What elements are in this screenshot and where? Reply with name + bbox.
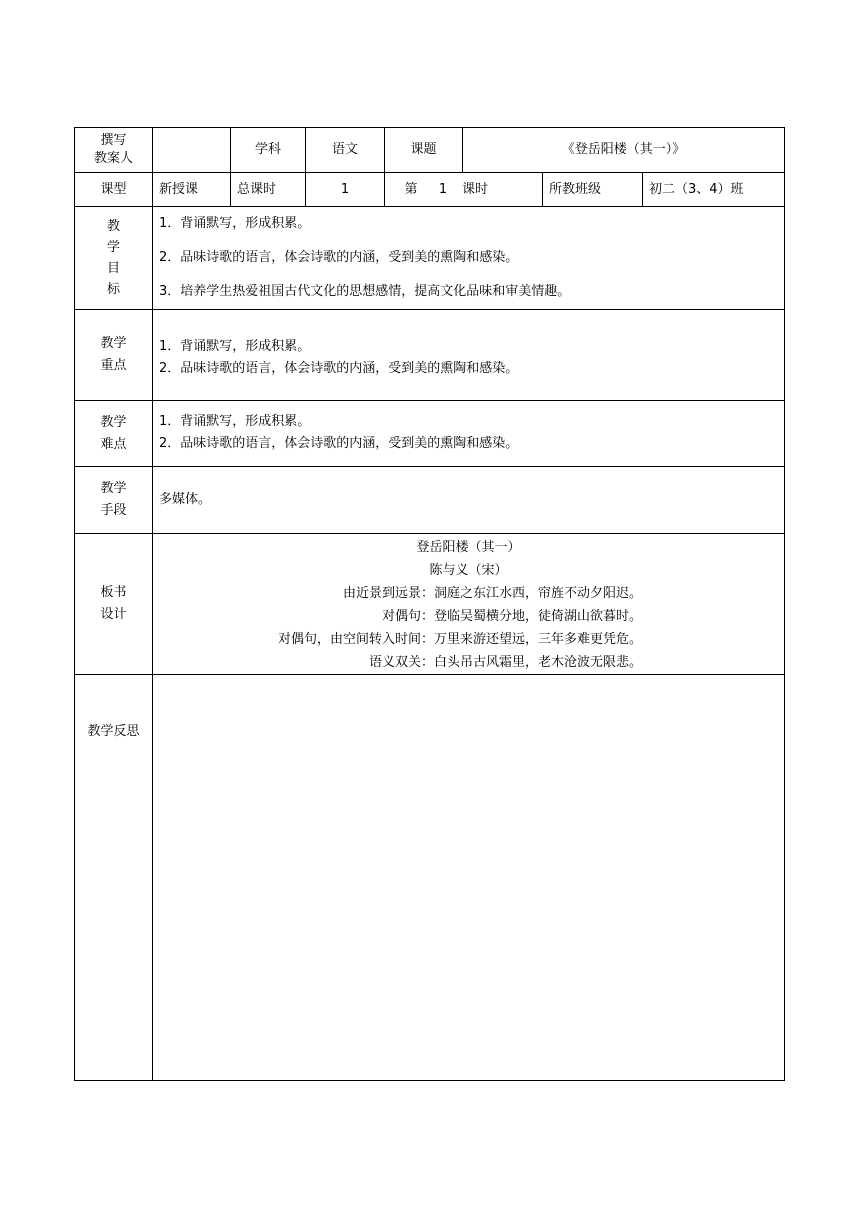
lesson-number-prefix: 第 bbox=[404, 181, 418, 197]
subject-value: 语文 bbox=[306, 128, 385, 173]
board-design-label: 板书 设计 bbox=[75, 534, 153, 675]
teaching-means-label: 教学 手段 bbox=[75, 467, 153, 534]
difficulties-label: 教学 难点 bbox=[75, 401, 153, 467]
lesson-number bbox=[385, 173, 543, 207]
lesson-number-suffix: 课时 bbox=[461, 181, 488, 197]
author-value bbox=[153, 128, 231, 173]
lesson-plan-table bbox=[74, 127, 785, 1081]
objective-item: 1．背诵默写，形成积累。 bbox=[159, 216, 311, 231]
board-line: 对偶句，由空间转入时间：万里来游还望远，三年多难更凭危。 bbox=[278, 632, 643, 647]
key-points-content bbox=[153, 310, 785, 401]
author-label: 撰写 教案人 bbox=[75, 128, 153, 173]
objective-item: 3．培养学生热爱祖国古代文化的思想感情，提高文化品味和审美情趣。 bbox=[159, 284, 571, 299]
key-point-item: 2．品味诗歌的语言，体会诗歌的内涵，受到美的熏陶和感染。 bbox=[159, 361, 519, 376]
topic-value: 《登岳阳楼（其一）》 bbox=[463, 128, 785, 173]
class-value: 初二（3、4）班 bbox=[643, 173, 785, 207]
board-author: 陈与义（宋） bbox=[429, 563, 508, 578]
difficulty-item: 2．品味诗歌的语言，体会诗歌的内涵，受到美的熏陶和感染。 bbox=[159, 436, 519, 451]
lesson-number-value: 1 bbox=[438, 181, 448, 197]
teaching-means-row bbox=[75, 467, 785, 534]
objectives-label: 教 学 目 标 bbox=[75, 207, 153, 310]
course-type-value: 新授课 bbox=[153, 173, 231, 207]
key-points-label: 教学 重点 bbox=[75, 310, 153, 401]
objectives-content bbox=[153, 207, 785, 310]
course-type-label: 课型 bbox=[75, 173, 153, 207]
board-design-content bbox=[153, 534, 785, 675]
topic-label: 课题 bbox=[385, 128, 463, 173]
difficulties-content bbox=[153, 401, 785, 467]
difficulty-item: 1．背诵默写，形成积累。 bbox=[159, 414, 311, 429]
key-point-item: 1．背诵默写，形成积累。 bbox=[159, 339, 311, 354]
course-info-row bbox=[75, 173, 785, 207]
board-title: 登岳阳楼（其一） bbox=[416, 540, 521, 555]
class-label: 所教班级 bbox=[543, 173, 643, 207]
objective-item: 2．品味诗歌的语言，体会诗歌的内涵，受到美的熏陶和感染。 bbox=[159, 250, 519, 265]
reflection-label: 教学反思 bbox=[75, 675, 153, 1081]
difficulties-row bbox=[75, 401, 785, 467]
subject-label: 学科 bbox=[231, 128, 306, 173]
objectives-row bbox=[75, 207, 785, 310]
total-hours-value: 1 bbox=[306, 173, 385, 207]
total-hours-label: 总课时 bbox=[231, 173, 306, 207]
teaching-means-value: 多媒体。 bbox=[153, 467, 785, 534]
board-line: 对偶句：登临吴蜀横分地，徒倚湖山欲暮时。 bbox=[382, 609, 643, 624]
board-design-row bbox=[75, 534, 785, 675]
header-row bbox=[75, 128, 785, 173]
reflection-content[interactable] bbox=[153, 675, 785, 1081]
board-line: 由近景到远景：洞庭之东江水西，帘旌不动夕阳迟。 bbox=[343, 586, 643, 601]
board-line: 语义双关：白头吊古风霜里，老木沧波无限悲。 bbox=[369, 655, 643, 670]
reflection-row bbox=[75, 675, 785, 1081]
key-points-row bbox=[75, 310, 785, 401]
